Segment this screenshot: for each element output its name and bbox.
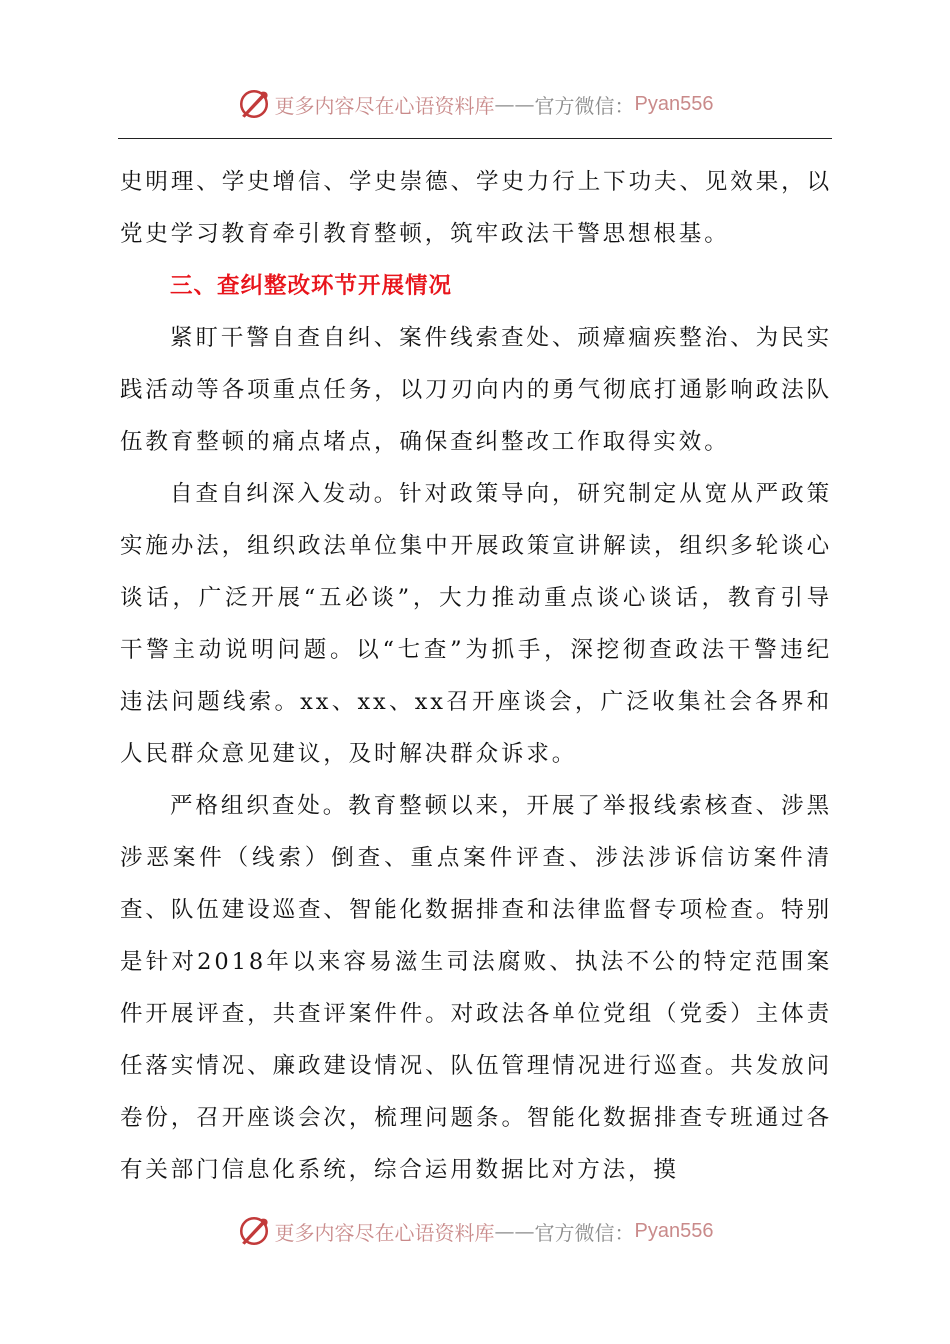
watermark-main-text: 更多内容尽在心语资料库 (274, 93, 495, 118)
quill-logo-icon (237, 87, 271, 121)
watermark-id: Pyan556 (634, 92, 714, 115)
header-rule (118, 138, 832, 139)
watermark-banner-bottom (0, 1211, 950, 1251)
watermark-dash: —— (494, 1219, 535, 1243)
section-heading: 三、查纠整改环节开展情况 (170, 273, 453, 299)
quill-logo-icon (237, 1214, 271, 1248)
paragraph: 自查自纠深入发动。针对政策导向，研究制定从宽从严政策实施办法，组织政法单位集中开展政策宣讲解读，组织多轮谈心谈话，广泛开展“五必谈”，大力推动重点谈心谈话，教育引导干警主动说明问题。以“七查”为抓手，深挖彻查政法干警违纪违法问题线索。xx、xx、xx召开座谈会，广泛收集社会各界和人民群众意见建议，及时解决群众诉求。 (120, 481, 832, 767)
paragraph-continuation: 史明理、学史增信、学史崇德、学史力行上下功夫、见效果，以党史学习教育牵引教育整顿，筑牢政法干警思想根基。 (120, 169, 832, 247)
watermark-id: Pyan556 (634, 1219, 714, 1242)
watermark-main-text: 更多内容尽在心语资料库 (274, 1220, 495, 1245)
paragraph: 紧盯干警自查自纠、案件线索查处、顽瘴痼疾整治、为民实践活动等各项重点任务，以刀刃向内的勇气彻底打通影响政法队伍教育整顿的痛点堵点，确保查纠整改工作取得实效。 (120, 325, 832, 455)
document-body (120, 156, 832, 1196)
watermark-banner-top (0, 84, 950, 124)
paragraph: 严格组织查处。教育整顿以来，开展了举报线索核查、涉黑涉恶案件（线索）倒查、重点案件评查、涉法涉诉信访案件清查、队伍建设巡查、智能化数据排查和法律监督专项检查。特别是针对2018年以来容易滋生司法腐败、执法不公的特定范围案件开展评查，共查评案件件。对政法各单位党组（党委）主体责任落实情况、廉政建设情况、队伍管理情况进行巡查。共发放问卷份，召开座谈会次，梳理问题条。智能化数据排查专班通过各有关部门信息化系统，综合运用数据比对方法，摸 (120, 793, 832, 1183)
watermark-sub-text: 官方微信： (534, 93, 635, 118)
watermark-sub-text: 官方微信： (534, 1220, 635, 1245)
watermark-dash: —— (494, 92, 535, 116)
